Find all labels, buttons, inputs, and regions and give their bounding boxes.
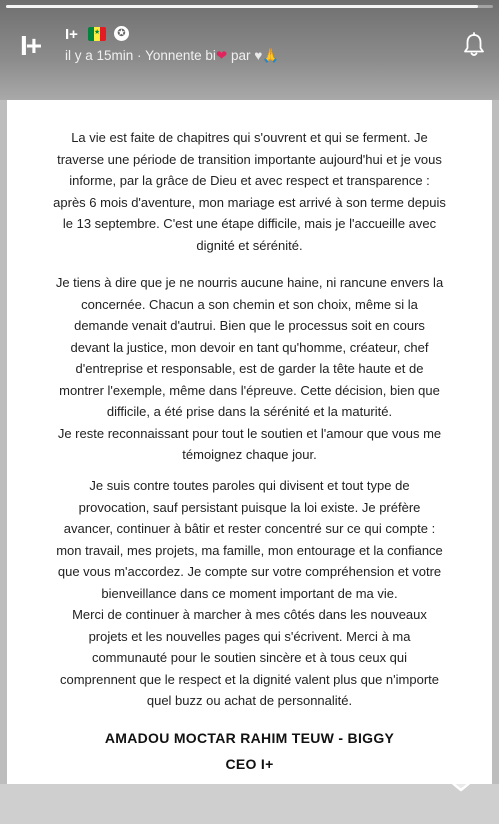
statement-line: d'entreprise et responsable, est de garder la tête haute et de	[75, 361, 424, 376]
statement-paragraph-2	[7, 272, 492, 466]
like-heart-icon[interactable]	[438, 752, 484, 794]
statement-line: bienveillance dans ce moment important de ma vie.	[101, 585, 398, 601]
statement-line: devant la justice, mon devoir en tant qu'homme, créateur, chef	[70, 339, 429, 355]
meta-separator: ·	[137, 48, 142, 63]
statement-line: le 13 septembre. C'est une étape difficile, mais je l'accueille avec	[62, 216, 437, 231]
white-heart-icon: ♥	[254, 48, 263, 63]
statement-line: témoignez chaque jour.	[182, 447, 317, 462]
story-header	[0, 0, 499, 100]
statement-line: après 6 mois d'aventure, mon mariage est arrivé à son terme depuis	[53, 194, 446, 210]
statement-line: concernée. Chacun a son chemin et son choix, même si la	[81, 296, 418, 312]
signature-title: CEO I+	[225, 756, 274, 772]
statement-line: traverse une période de transition importante aujourd'hui et je vous	[57, 151, 442, 167]
story-time: il y a 15min	[65, 48, 134, 63]
story-by-label: par	[230, 48, 251, 63]
story-footer	[0, 784, 499, 824]
story-music-title[interactable]: Yonnente bi	[145, 48, 216, 63]
praying-hands-icon: 🙏	[262, 48, 280, 63]
star-badge-icon: ✪	[114, 26, 129, 41]
bell-icon[interactable]	[462, 32, 486, 58]
statement-line: Je tiens à dire que je ne nourris aucune haine, ni rancune envers la	[55, 275, 444, 290]
statement-paragraph-1	[7, 127, 492, 256]
avatar[interactable]: I+	[20, 30, 41, 61]
statement-paragraph-3	[7, 475, 492, 712]
story-meta	[65, 48, 279, 64]
statement-line: Je suis contre toutes paroles qui divisent et tout type de	[89, 478, 410, 493]
statement-line: projets et les nouvelles pages qui s'écrivent. Merci à ma	[88, 628, 411, 644]
statement-line: informe, par la grâce de Dieu et avec respect et transparence :	[69, 173, 430, 188]
statement-line: Je reste reconnaissant pour tout le soutien et l'amour que vous me	[57, 425, 442, 441]
statement-card	[7, 100, 492, 784]
senegal-flag-icon: ★	[88, 27, 106, 41]
statement-line: communauté pour le soutien sincère et à tous ceux qui	[91, 650, 408, 665]
statement-line: que vous m'accordez. Je compte sur votre compréhension et votre	[57, 564, 442, 579]
statement-line: difficile, a été prise dans la sérénité et la maturité.	[106, 404, 393, 419]
statement-line: Merci de continuer à marcher à mes côtés dans les nouveaux	[72, 607, 427, 622]
statement-line: provocation, sauf persistant puisque la loi existe. Je préfère	[78, 499, 421, 515]
story-progress-fill	[6, 5, 478, 8]
statement-line: La vie est faite de chapitres qui s'ouvrent et qui se ferment. Je	[71, 130, 428, 145]
red-heart-icon: ❤	[215, 48, 228, 63]
statement-line: demande venait d'autrui. Bien que le processus soit en cours	[74, 318, 425, 333]
story-account-name[interactable]: I+	[65, 26, 78, 43]
statement-line: montrer l'exemple, même dans l'épreuve. Cette décision, bien que	[59, 382, 440, 398]
statement-line: avancer, continuer à bâtir et rester concentré sur ce qui compte :	[63, 521, 436, 536]
statement-line: quel buzz ou achat de personnalité.	[146, 693, 353, 708]
story-progress-bar	[6, 5, 493, 8]
statement-line: dignité et sérénité.	[196, 237, 303, 253]
statement-line: mon travail, mes projets, ma famille, mon entourage et la confiance	[56, 542, 443, 558]
signature-name: AMADOU MOCTAR RAHIM TEUW - BIGGY	[104, 730, 395, 746]
statement-line: comprennent que le respect et la dignité valent plus que n'importe	[60, 671, 439, 687]
